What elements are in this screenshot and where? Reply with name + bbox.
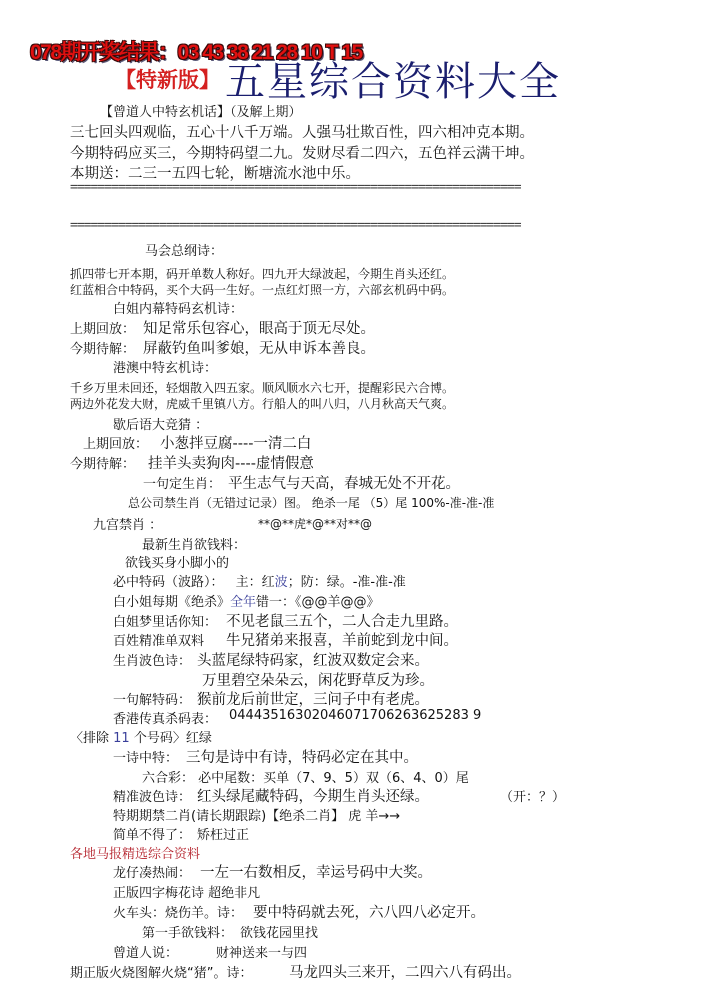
zuixin-heading: 最新生肖欲钱料： [142,538,247,553]
riddle-line: 三七回头四观临，五心十八千万端。人强马壮欺百性，四六相冲克本期。 [70,125,534,141]
paichu-row [70,727,212,746]
paichu-prefix: 〈排除 [70,731,110,746]
riddle-line: 本期送：二三一五四七轮，断塘流水池中乐。 [70,166,360,182]
jiugong-label: 九宫禁肖 ： [93,518,163,533]
xiehouyu-heading: 歇后语大竞猜 ： [113,418,209,433]
huoche-label: 火车头：烧伤羊。诗： [113,906,244,921]
gangao-line: 两边外花发大财，虎威千里镇八方。行船人的叫八归，八月秋高天气爽。 [70,397,455,411]
separator-line: ================================================================== [70,218,521,233]
bizhong-label: 必中特码（波路）： [113,575,224,590]
jiugong-value: **@**虎*@**对**@ [258,517,373,531]
teqi-text: 特期期禁二肖(请长期跟踪)【绝杀二肖】 虎 羊→→ [113,809,401,824]
bizhong-rest: ；防：绿。-准-准-准 [287,575,406,590]
yuqian-text: 欲钱买身小脚小的 [125,556,230,571]
yishi-label: 一诗中特： [113,751,179,766]
mahui-line: 红蓝相合中特码，买个大码一生好。一点红灯照一方，六部玄机码中码。 [70,283,455,297]
xiehouyu-last-label: 上期回放： [83,437,149,452]
draw-result-banner: 078期开奖结果：03 43 38 21 28 10 T 15 [30,41,362,64]
bizhong-main: 主：红 [235,575,275,590]
separator-line: ================================================================== [70,180,521,195]
xiehouyu-this-text: 挂羊头卖狗肉----虚情假意 [148,456,314,472]
longzai-text: 一左一右数相反，幸运号码中大奖。 [200,865,432,881]
mahui-line: 抓四带七开本期，码开单数人称好。四九开大绿波起，今期生肖头还红。 [70,267,455,281]
baijie-last-label: 上期回放： [70,322,136,337]
baixiaojie-b: 全年 [230,595,257,610]
huoshao-text: 马龙四头三来开，二四六八有码出。 [289,965,521,981]
longzai-label: 龙仔凑热闹： [113,866,192,881]
yiju-text: 平生志气与天高，春城无处不开花。 [228,476,460,492]
baixiaojie-a: 白小姐每期《绝杀》 [113,595,231,610]
yiju-label: 一句定生肖： [143,477,222,492]
chuanzhen-label: 香港传真杀码表： [113,712,218,727]
gangao-heading: 港澳中特玄机诗： [113,361,218,376]
gangao-line: 千乡万里未回还，轻烟散入四五家。顺风顺水六七开，提醒彩民六合博。 [70,381,455,395]
shengxiao-bose-label: 生肖波色诗： [113,654,192,669]
jingzhun-text: 红头绿尾藏特码，今期生肖头还绿。 [197,789,429,805]
xiehouyu-last-text: 小葱拌豆腐----一清二白 [160,436,312,452]
huoshao-label: 期正版火烧图解火烧“猪”。诗： [70,966,253,981]
baijie-heading: 白姐内幕特码玄机诗： [113,302,244,317]
gedi-heading: 各地马报精选综合资料 [70,847,201,862]
baixiaojie-row [113,591,380,610]
jingzhun-label: 精准波色诗： [113,790,192,805]
shengxiao-bose-line: 头蓝尾绿特码家，红波双数定会来。 [197,653,429,669]
mengli-label: 白姐梦里话你知： [113,615,218,630]
shengxiao-bose-line: 万里碧空朵朵云，闲花野草反为珍。 [202,673,434,689]
baijie-this-label: 今期待解： [70,342,136,357]
jiandan-label: 简单不得了： [113,828,192,843]
baijie-this-text: 屏蔽钓鱼叫爹娘，无从申诉本善良。 [143,341,375,357]
baixiaojie-c: 错一：《@@羊@@》 [256,595,380,610]
chuanzhen-value: 04443516302046071706263625283 9 [229,708,482,723]
riddle-line: 今期特码应买三，今期特码望二九。发财尽看二四六，五色祥云满干坤。 [70,146,534,162]
bizhong-row [113,571,406,590]
yijujie-text: 猴前龙后前世定，三问子中有老虎。 [197,692,429,708]
baijie-last-text: 知足常乐包容心，眼高于顶无尽处。 [143,321,375,337]
jiandan-text: 矫枉过正 [197,828,250,843]
yijujie-label: 一句解特码： [113,693,192,708]
yishi-text: 三句是诗中有诗，特码必定在其中。 [186,750,418,766]
kai-hint: （开：？） [500,790,566,805]
diyishou-text: 欲钱花园里找 [240,926,319,941]
bizhong-bo: 波 [274,575,288,590]
baixing-label: 百姓精准单双料 [113,634,205,649]
zonggongsi-text: 总公司禁生肖（无错过记录）图。 绝杀一尾 （5）尾 100%-准-准-准 [128,496,495,510]
mengli-text: 不见老鼠三五个，二人合走九里路。 [226,614,458,630]
diyishou-label: 第一手欲钱料： [142,926,234,941]
paichu-num: 11 [113,731,130,746]
page-title: 五星综合资料大全 [225,59,561,105]
xiehouyu-this-label: 今期待解： [70,457,136,472]
zengdao-text: 财神送来一与四 [216,946,308,961]
riddle-heading: 【曾道人中特玄机话】（及解上期） [100,105,302,120]
huoche-text: 要中特码就去死，六八四八必定开。 [253,905,485,921]
liuhecai-text: 六合彩： 必中尾数：买单（7、9、5）双（6、4、0）尾 [142,771,469,786]
edition-tag: 【特新版】 [115,67,220,92]
paichu-suffix: 个号码〉红绿 [133,731,212,746]
mahui-heading: 马会总纲诗： [145,244,224,259]
meihua-text: 正版四字梅花诗 超绝非凡 [113,886,261,901]
zengdao-label: 曾道人说： [113,946,179,961]
baixing-text: 牛兄猪弟来报喜，羊前蛇到龙中间。 [226,633,458,649]
